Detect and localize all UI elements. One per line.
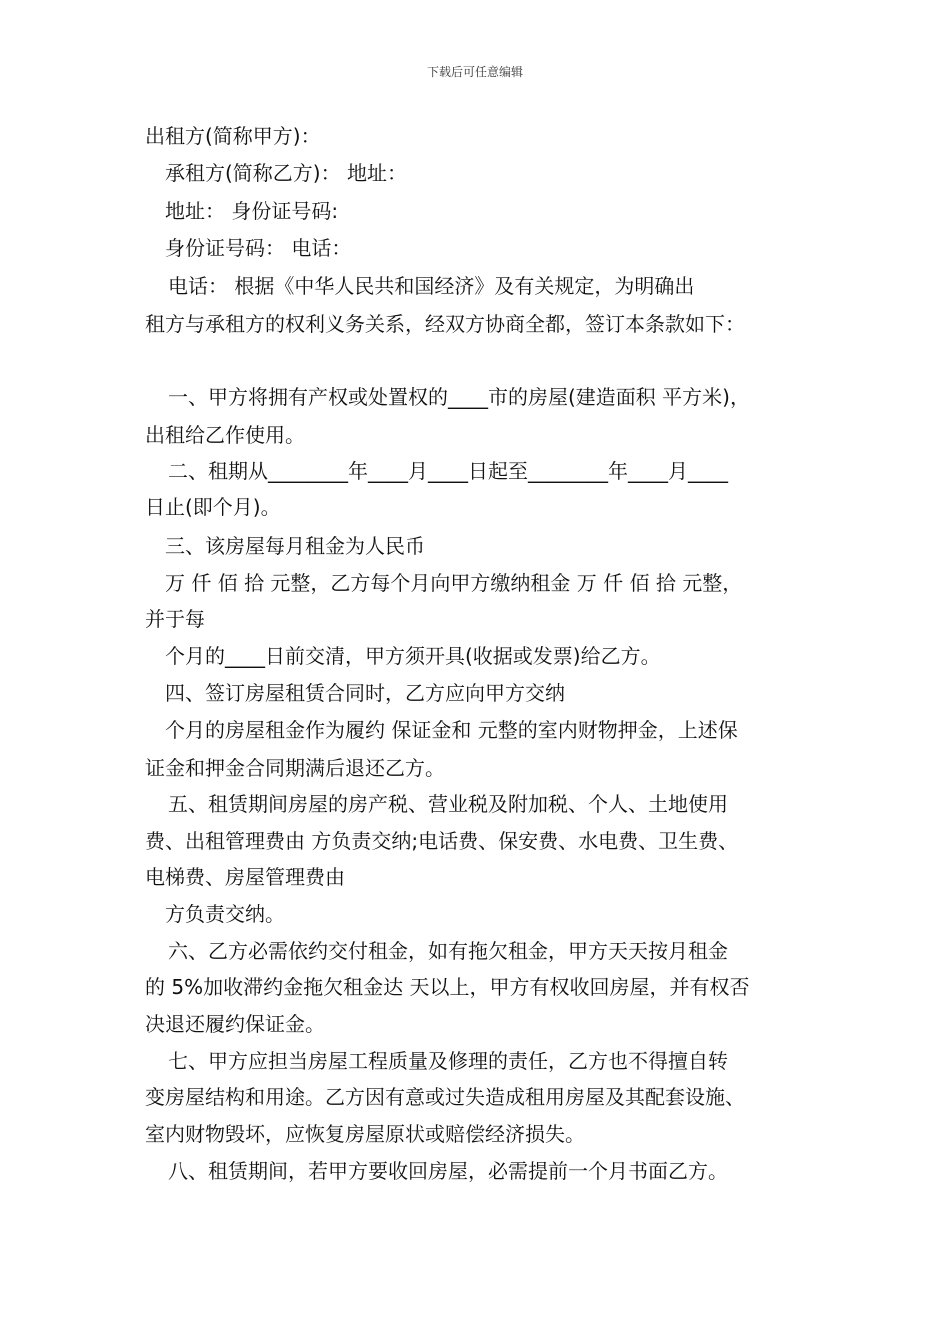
clause-4-line: 四、签订房屋租赁合同时，乙方应向甲方交纳 <box>165 681 565 705</box>
clause-5-line: 费、出租管理费由 方负责交纳;电话费、保安费、水电费、卫生费、 <box>145 829 739 853</box>
clause-4-line: 证金和押金合同期满后退还乙方。 <box>145 756 445 780</box>
clause-3-line: 三、该房屋每月租金为人民币 <box>165 534 425 558</box>
clause-7-line: 七、甲方应担当房屋工程质量及修理的责任，乙方也不得擅自转 <box>168 1049 728 1073</box>
clause-3-line: 个月的____日前交清，甲方须开具(收据或发票)给乙方。 <box>165 644 661 668</box>
clause-8-line: 八、租赁期间，若甲方要收回房屋，必需提前一个月书面乙方。 <box>168 1159 728 1183</box>
phone-preamble-line: 电话： 根据《中华人民共和国经济》及有关规定，为明确出 <box>168 274 695 298</box>
clause-3-line: 万 仟 佰 拾 元整，乙方每个月向甲方缴纳租金 万 仟 佰 拾 元整， <box>165 571 743 595</box>
address-line: 地址： 身份证号码: <box>165 199 339 223</box>
party-a-line: 出租方(简称甲方)： <box>145 124 321 148</box>
clause-6-line: 的 5%加收滞约金拖欠租金达 天以上，甲方有权收回房屋，并有权否 <box>145 975 750 999</box>
clause-4-line: 个月的房屋租金作为履约 保证金和 元整的室内财物押金，上述保 <box>165 718 738 742</box>
clause-1-line: 一、甲方将拥有产权或处置权的____市的房屋(建造面积 平方米)， <box>168 385 750 409</box>
clause-2-line: 二、租期从________年____月____日起至________年____月____ <box>168 459 728 483</box>
clause-1-line: 出租给乙作使用。 <box>145 423 305 447</box>
clause-6-line: 决退还履约保证金。 <box>145 1012 325 1036</box>
clause-5-line: 五、租赁期间房屋的房产税、营业税及附加税、个人、土地使用 <box>168 792 728 816</box>
clause-5-line: 电梯费、房屋管理费由 <box>145 865 345 889</box>
clause-7-line: 变房屋结构和用途。乙方因有意或过失造成租用房屋及其配套设施、 <box>145 1085 745 1109</box>
preamble-line: 租方与承租方的权利义务关系，经双方协商全都，签订本条款如下： <box>145 312 745 336</box>
party-b-line: 承租方(简称乙方)： 地址： <box>165 161 407 185</box>
id-number-line: 身份证号码： 电话： <box>165 236 352 260</box>
page-header: 下载后可任意编辑 <box>426 65 523 79</box>
clause-6-line: 六、乙方必需依约交付租金，如有拖欠租金，甲方天天按月租金 <box>168 939 728 963</box>
clause-2-line: 日止(即个月)。 <box>145 495 281 519</box>
clause-5-line: 方负责交纳。 <box>165 902 285 926</box>
clause-7-line: 室内财物毁坏，应恢复房屋原状或赔偿经济损失。 <box>145 1122 585 1146</box>
clause-3-line: 并于每 <box>145 607 205 631</box>
